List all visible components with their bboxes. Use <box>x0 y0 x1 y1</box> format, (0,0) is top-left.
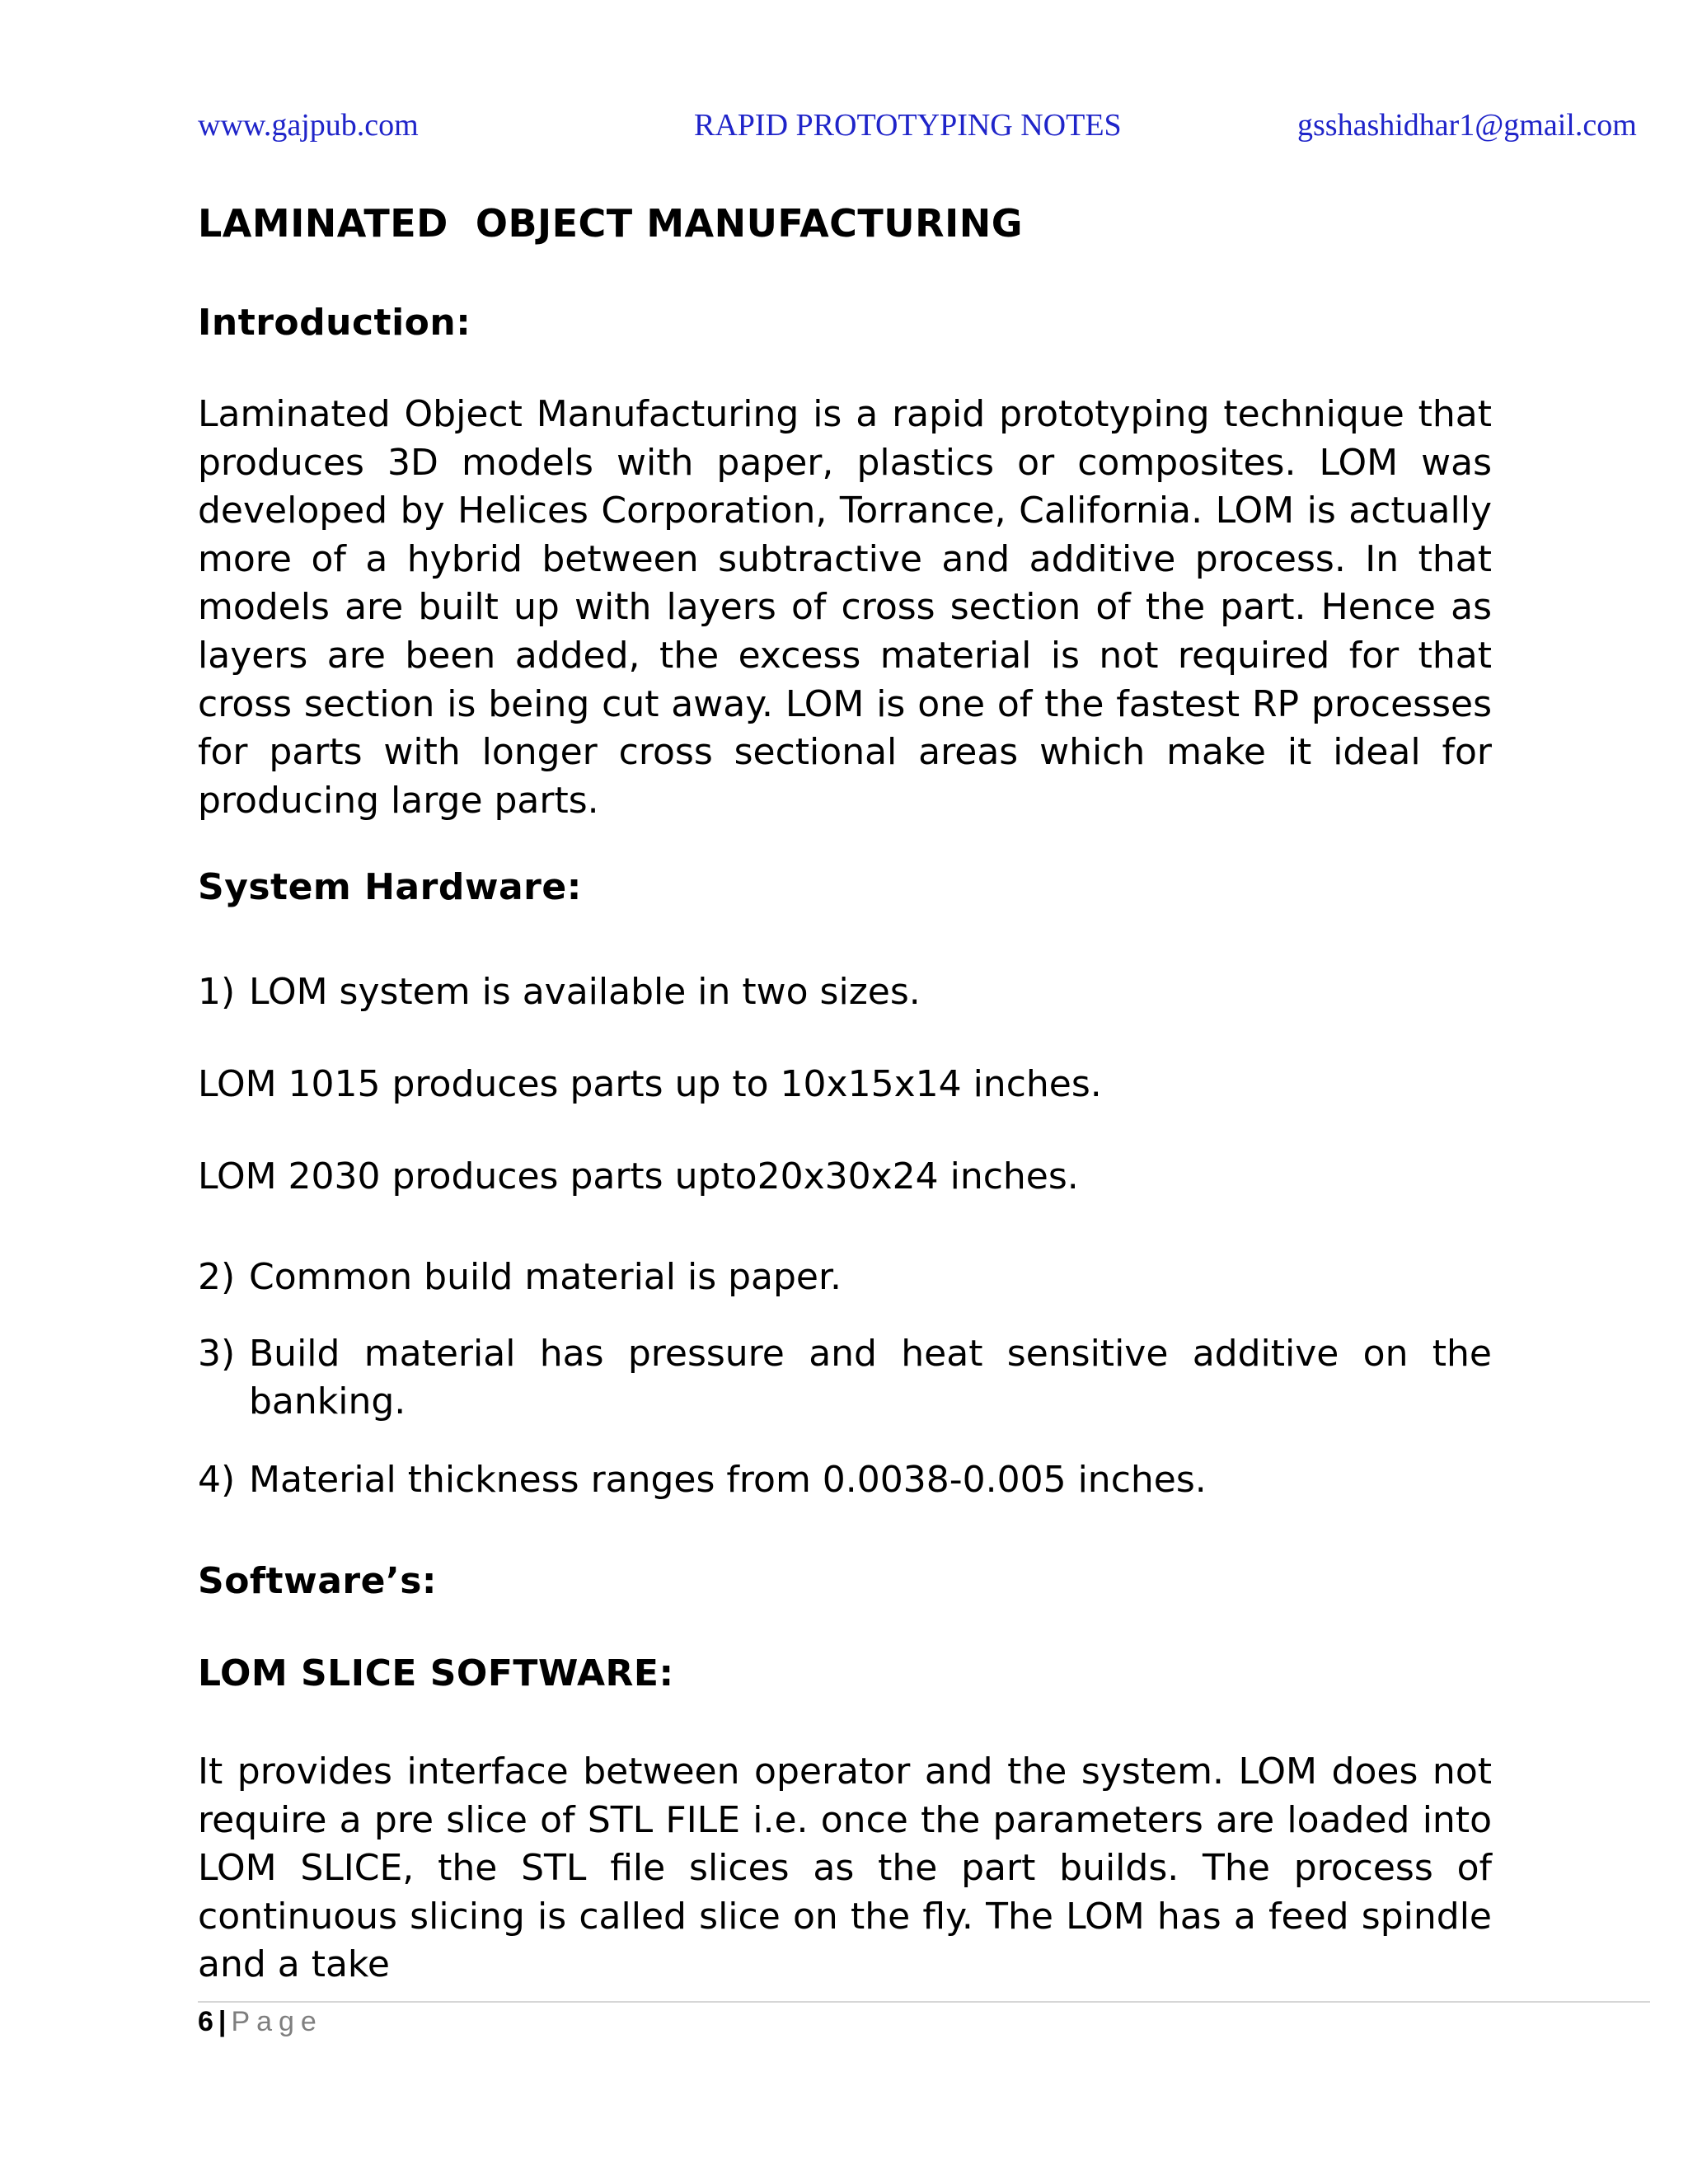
list-text: LOM system is available in two sizes. <box>249 971 921 1013</box>
lom-slice-heading: LOM SLICE SOFTWARE: <box>198 1652 674 1694</box>
intro-paragraph: Laminated Object Manufacturing is a rapid prototyping technique that produces 3D models with paper, plastics or composites. LOM was developed by Helices Corporation, Torrance, California. LOM is actually more of a hybrid between subtractive and additive process. In that models are built up with layers of cross section of the part. Hence as layers are been added, the excess material is not required for that cross section is being cut away. LOM is one of the fastest RP processes for parts with longer cross sectional areas which make it ideal for producing large parts. <box>198 393 1492 822</box>
list-text: Common build material is paper. <box>249 1256 842 1298</box>
lom-1015-spec: LOM 1015 produces parts up to 10x15x14 inches. <box>198 1063 1102 1105</box>
header-email[interactable]: gsshashidhar1@gmail.com <box>1297 108 1637 143</box>
list-number: 1) <box>198 971 236 1013</box>
hardware-item-4 <box>198 1459 1207 1501</box>
list-text: Material thickness ranges from 0.0038-0.005 inches. <box>249 1459 1207 1501</box>
hardware-heading: System Hardware: <box>198 866 582 908</box>
software-heading: Software’s: <box>198 1560 437 1602</box>
page-title: LAMINATED OBJECT MANUFACTURING <box>198 201 1023 246</box>
page-footer <box>198 2006 323 2038</box>
list-number: 2) <box>198 1256 236 1298</box>
page-number: 6 <box>198 2006 213 2037</box>
hardware-item-3 <box>198 1330 1492 1426</box>
hardware-item-2 <box>198 1256 842 1298</box>
software-paragraph: It provides interface between operator and the system. LOM does not require a pre slice of STL FILE i.e. once the parameters are loaded into LOM SLICE, the STL file slices as the part builds. The process of continuous slicing is called slice on the fly. The LOM has a feed spindle and a take <box>198 1750 1492 1986</box>
footer-separator: | <box>218 2006 227 2037</box>
header-title: RAPID PROTOTYPING NOTES <box>694 108 1122 143</box>
list-text: Build material has pressure and heat sensitive additive on the banking. <box>249 1333 1492 1422</box>
footer-divider <box>198 2001 1650 2003</box>
hardware-item-1 <box>198 971 921 1013</box>
lom-2030-spec: LOM 2030 produces parts upto20x30x24 inches. <box>198 1155 1079 1197</box>
header-website[interactable]: www.gajpub.com <box>198 108 419 143</box>
list-number: 3) <box>198 1333 236 1375</box>
page-label: Page <box>231 2006 323 2037</box>
intro-heading: Introduction: <box>198 302 471 344</box>
list-number: 4) <box>198 1459 236 1501</box>
